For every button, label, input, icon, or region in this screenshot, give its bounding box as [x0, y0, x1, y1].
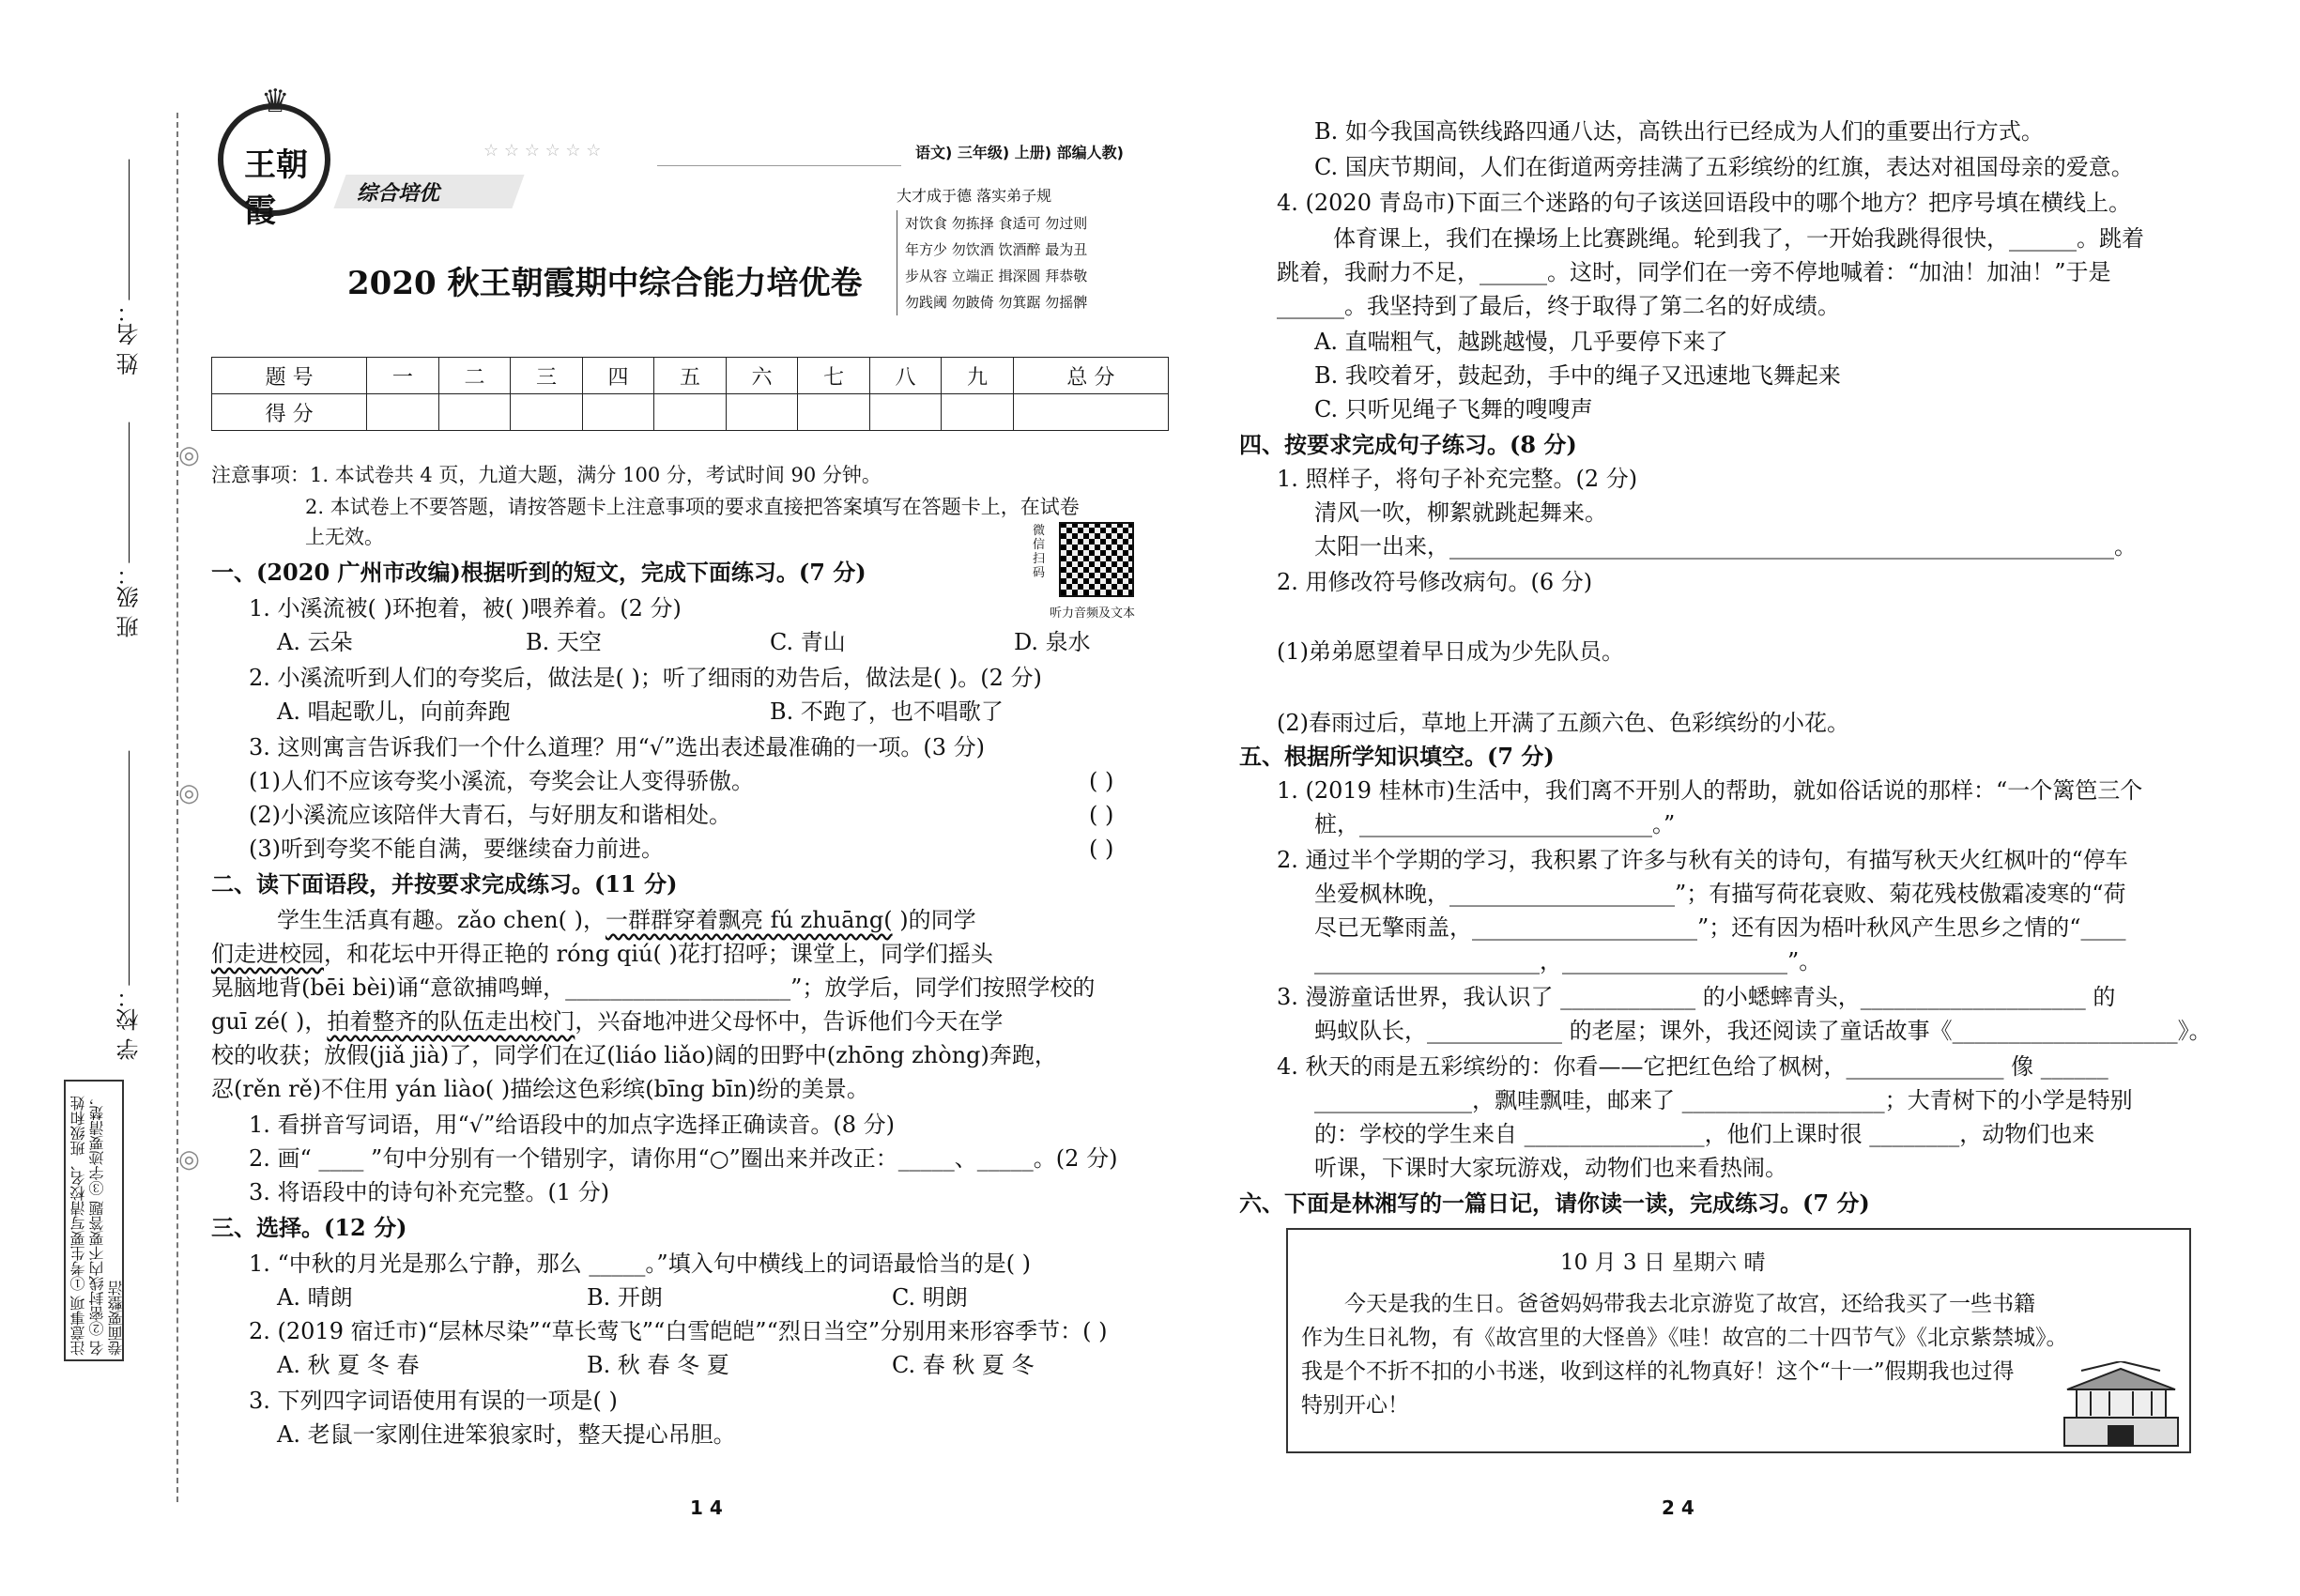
table-cell: 九	[942, 358, 1014, 394]
page-number-right: 2 4	[1662, 1496, 1694, 1519]
section-3-heading: 三、选择。(12 分)	[211, 1214, 407, 1241]
question-2-2: 2. 画“ ____ ”句中分别有一个错别字，请你用“○”圈出来并改正：_____、_____。(2 分)	[249, 1145, 1118, 1172]
option: A. 老鼠一家刚住进笨狼家时，整天提心吊胆。	[277, 1421, 736, 1448]
page-number-left: 1 4	[690, 1496, 723, 1519]
notice-text: 注意事项 ①考生要写清校名、班级和姓名 ②密封线内不要答题 ③字迹要清楚，卷面要整洁	[69, 1090, 125, 1356]
passage-line-1	[277, 905, 976, 935]
table-cell: 六	[726, 358, 798, 394]
table-cell: 总 分	[1013, 358, 1168, 394]
option: A. 秋 夏 冬 春	[277, 1352, 420, 1378]
header-rule	[657, 165, 901, 166]
table-cell: 二	[438, 358, 511, 394]
option: C. 只听见绳子飞舞的嗖嗖声	[1314, 396, 1593, 422]
question-3-3: 3. 下列四字词语使用有误的一项是( )	[249, 1388, 618, 1414]
score-table-score-row	[212, 394, 1169, 431]
option: A. 晴朗	[277, 1284, 353, 1311]
passage-text: ，和花坛中开得正艳的 róng qiú( )花打招呼；课堂上，同学们摇头	[324, 941, 993, 967]
question-1-1: 1. 小溪流被( )环抱着，被( )喂养着。(2 分)	[249, 595, 682, 622]
passage-line-5: 校的收获；放假(jiǎ jià)了，同学们在辽(liáo liǎo)阔的田野中(zhōng zhòng)奔跑，	[211, 1042, 1057, 1068]
score-cell[interactable]	[726, 394, 798, 431]
motto-title: 大才成于德 落实弟子规	[897, 187, 1052, 205]
section-1-heading: 一、(2020 广州市改编)根据听到的短文，完成下面练习。(7 分)	[211, 559, 866, 586]
fill-line[interactable]: 蚂蚁队长，____________ 的老屋；课外，我还阅读了童话故事《____________________》。	[1314, 1018, 2212, 1044]
passage-line-6: 忍(rěn rě)不住用 yán liào( )描绘这色彩缤(bīng bīn)纷的美景。	[211, 1076, 869, 1102]
motto-box	[897, 210, 1177, 315]
question-5-1: 1. (2019 桂林市)生活中，我们离不开别人的帮助，就如俗话说的那样：“一个篱笆三个	[1277, 777, 2143, 804]
question-2-3: 3. 将语段中的诗句补充完整。(1 分)	[249, 1179, 610, 1205]
brand-tag: 综合培优	[357, 181, 440, 206]
choice-item: (1)人们不应该夸奖小溪流，夸奖会让人变得骄傲。	[249, 768, 754, 794]
score-cell[interactable]	[798, 394, 870, 431]
binding-circle-icon: ◎	[178, 1145, 200, 1174]
qr-side-label: 微信扫码	[1033, 524, 1046, 580]
option: A. 直喘粗气，越跳越慢，几乎要停下来了	[1314, 329, 1728, 355]
passage-line: 听课，下课时大家玩游戏，动物们也来看热闹。	[1314, 1155, 1787, 1181]
binding-dashed-line	[176, 113, 178, 1502]
score-cell[interactable]	[1013, 394, 1168, 431]
name-field[interactable]	[113, 160, 146, 376]
choice-item: (3)听到夸奖不能自满，要继续奋力前进。	[249, 836, 664, 862]
passage-line: 跳着，我耐力不足，______。这时，同学们在一旁不停地喊着：“加油！加油！”于是	[1277, 259, 2111, 285]
question-3-4: 4. (2020 青岛市)下面三个迷路的句子该送回语段中的哪个地方？把序号填在横线上。	[1277, 190, 2131, 216]
option: C. 国庆节期间，人们在街道两旁挂满了五彩缤纷的红旗，表达对祖国母亲的爱意。	[1314, 154, 2134, 180]
crown-icon: ♛	[261, 83, 290, 120]
passage-line: 体育课上，我们在操场上比赛跳绳。轮到我了，一开始我跳得很快，______。跳着	[1333, 225, 2144, 252]
qr-caption: 听力音频及文本	[1050, 606, 1136, 621]
score-cell[interactable]	[511, 394, 583, 431]
score-cell[interactable]	[869, 394, 942, 431]
table-cell: 题 号	[212, 358, 367, 394]
question-3-2: 2. (2019 宿迁市)“层林尽染”“草长莺飞”“白雪皑皑”“烈日当空”分别用来形容季节：( )	[249, 1318, 1108, 1344]
binding-circle-icon: ◎	[178, 441, 200, 469]
fill-line[interactable]: ______________，飘哇飘哇，邮来了 __________________；大青树下的小学是特别	[1314, 1087, 2133, 1113]
motto-row: 年方少 勿饮酒 饮酒醉 最为丑	[905, 241, 1088, 258]
brand-name: 王朝霞	[244, 146, 308, 230]
score-cell[interactable]	[942, 394, 1014, 431]
passage-text: guī zé( )，	[211, 1008, 328, 1035]
option: A. 唱起歌儿，向前奔跑	[277, 698, 511, 725]
option: B. 天空	[526, 629, 602, 655]
school-field[interactable]	[113, 751, 146, 1061]
table-cell: 一	[367, 358, 439, 394]
option: B. 秋 春 冬 夏	[587, 1352, 729, 1378]
option: B. 开朗	[587, 1284, 663, 1311]
motto-row: 对饮食 勿拣择 食适可 勿过则	[905, 215, 1088, 232]
class-label: 班 级：	[116, 563, 143, 638]
question-5-2: 2. 通过半个学期的学习，我积累了许多与秋有关的诗句，有描写秋天火红枫叶的“停车	[1277, 847, 2128, 873]
qr-code-icon[interactable]	[1059, 522, 1134, 597]
example-sentence: 清风一吹，柳絮就跳起舞来。	[1314, 499, 1607, 526]
choice-item: (2)小溪流应该陪伴大青石，与好朋友和谐相处。	[249, 802, 731, 828]
question-4-1: 1. 照样子，将句子补充完整。(2 分)	[1277, 466, 1638, 492]
brand-logo	[218, 83, 330, 230]
question-5-4[interactable]: 4. 秋天的雨是五彩缤纷的：你看——它把红色给了枫树，______________ 像 ______	[1277, 1053, 2108, 1080]
option: B. 不跑了，也不唱歌了	[770, 698, 1004, 725]
diary-line: 作为生日礼物，有《故宫里的大怪兽》《哇！故宫的二十四节气》《北京紫禁城》。	[1301, 1326, 2068, 1350]
passage-text: )的同学	[892, 907, 976, 933]
motto-row: 勿践阈 勿跛倚 勿箕踞 勿摇髀	[905, 294, 1088, 311]
section-5-heading: 五、根据所学知识填空。(7 分)	[1239, 743, 1555, 770]
sick-sentence: (1)弟弟愿望着早日成为少先队员。	[1277, 638, 1624, 665]
diary-date: 10 月 3 日 星期六 晴	[1560, 1251, 1766, 1275]
answer-paren[interactable]: ( )	[1089, 836, 1114, 862]
table-cell: 四	[582, 358, 654, 394]
option: C. 明朗	[892, 1284, 968, 1311]
question-3-1: 1. “中秋的月光是那么宁静，那么 _____。”填入句中横线上的词语最恰当的是( )	[249, 1251, 1032, 1277]
option: D. 泉水	[1014, 629, 1091, 655]
passage-line-3: 晃脑地背(bēi bèi)诵“意欲捕鸣蝉，____________________”；放学后，同学们按照学校的	[211, 974, 1096, 1001]
passage-line: ______。我坚持到了最后，终于取得了第二名的好成绩。	[1277, 293, 1840, 319]
question-2-1: 1. 看拼音写词语，用“√”给语段中的加点字选择正确读音。(8 分)	[249, 1112, 895, 1138]
passage-line-2	[211, 939, 993, 969]
passage-text: 学生生活真有趣。zǎo chen( )，	[277, 907, 606, 933]
notes-line-1: 注意事项：1. 本试卷共 4 页，九道大题，满分 100 分，考试时间 90 分钟。	[211, 464, 882, 486]
class-field[interactable]	[113, 422, 146, 638]
palace-illustration-icon	[2062, 1361, 2180, 1448]
school-label: 学 校：	[116, 986, 143, 1061]
score-cell[interactable]	[367, 394, 439, 431]
diary-line: 特别开心！	[1301, 1393, 1409, 1418]
section-6-heading: 六、下面是林湘写的一篇日记，请你读一读，完成练习。(7 分)	[1239, 1189, 1870, 1217]
marked-sentence: 一群群穿着飘亮 fú zhuāng(	[605, 907, 893, 933]
motto-row: 步从容 立端正 揖深圆 拜恭敬	[905, 268, 1088, 284]
answer-paren[interactable]: ( )	[1089, 768, 1114, 794]
fill-line[interactable]: 桩，__________________________。”	[1314, 811, 1676, 837]
score-cell[interactable]	[654, 394, 727, 431]
marked-sentence: 拍着整齐的队伍走出校门	[327, 1008, 575, 1035]
binding-circle-icon: ◎	[178, 779, 200, 807]
notes-line-3: 上无效。	[305, 526, 384, 548]
diary-line: 我是个不折不扣的小书迷，收到这样的礼物真好！这个“十一”假期我也过得	[1301, 1359, 2015, 1384]
table-cell: 七	[798, 358, 870, 394]
marked-sentence: 们走进校园	[211, 941, 324, 967]
option: A. 云朵	[277, 629, 353, 655]
fill-line[interactable]: ____________________，____________________”。	[1314, 948, 1822, 974]
option: C. 青山	[770, 629, 846, 655]
diary-box	[1286, 1228, 2191, 1453]
table-cell: 八	[869, 358, 942, 394]
diary-line: 今天是我的生日。爸爸妈妈带我去北京游览了故宫，还给我买了一些书籍	[1344, 1292, 2035, 1316]
table-cell: 五	[654, 358, 727, 394]
notes-line-2: 2. 本试卷上不要答题，请按答题卡上注意事项的要求直接把答案填写在答题卡上，在试卷	[305, 496, 1080, 518]
fill-line[interactable]: 坐爱枫林晚，____________________”；有描写荷花衰败、菊花残枝傲霜凌寒的“荷	[1314, 881, 2126, 907]
sick-sentence: (2)春雨过后，草地上开满了五颜六色、色彩缤纷的小花。	[1277, 710, 1849, 736]
fill-line[interactable]: 尽已无擎雨盖，____________________”；还有因为梧叶秋风产生思乡之情的“____	[1314, 914, 2126, 941]
table-cell: 得 分	[212, 394, 367, 431]
subject-tabs: 语文) 三年级) 上册) 部编人教)	[915, 144, 1124, 161]
score-cell[interactable]	[582, 394, 654, 431]
answer-paren[interactable]: ( )	[1089, 802, 1114, 828]
fill-line[interactable]: 的：学校的学生来自 ________________，他们上课时很 ________，动物们也来	[1314, 1121, 2095, 1147]
notice-box	[64, 1080, 124, 1361]
question-5-3[interactable]: 3. 漫游童话世界，我认识了 ____________ 的小蟋蟀青头，____________________ 的	[1277, 984, 2116, 1010]
option: B. 我咬着牙，鼓起劲，手中的绳子又迅速地飞舞起来	[1314, 362, 1841, 389]
question-4-2: 2. 用修改符号修改病句。(6 分)	[1277, 569, 1593, 595]
table-cell: 三	[511, 358, 583, 394]
fill-sentence[interactable]: 太阳一出来，___________________________________________________________。	[1314, 533, 2137, 560]
passage-line-4	[211, 1006, 1003, 1036]
passage-text: ，兴奋地冲进父母怀中，告诉他们今天在学	[575, 1008, 1004, 1035]
option: B. 如今我国高铁线路四通八达，高铁出行已经成为人们的重要出行方式。	[1314, 118, 2044, 145]
exam-title: 2020 秋王朝霞期中综合能力培优卷	[347, 265, 863, 302]
section-4-heading: 四、按要求完成句子练习。(8 分)	[1239, 431, 1577, 458]
question-1-2: 2. 小溪流听到人们的夸奖后，做法是( )；听了细雨的劝告后，做法是( )。(2 分)	[249, 665, 1042, 691]
rating-stars: ☆ ☆ ☆ ☆ ☆ ☆	[483, 141, 602, 161]
score-cell[interactable]	[438, 394, 511, 431]
question-1-3: 3. 这则寓言告诉我们一个什么道理？用“√”选出表述最准确的一项。(3 分)	[249, 734, 985, 760]
score-table-header-row	[212, 358, 1169, 394]
score-table	[211, 357, 1169, 431]
name-label: 姓 名：	[116, 300, 143, 376]
option: C. 春 秋 夏 冬	[892, 1352, 1035, 1378]
section-2-heading: 二、读下面语段，并按要求完成练习。(11 分)	[211, 870, 678, 898]
